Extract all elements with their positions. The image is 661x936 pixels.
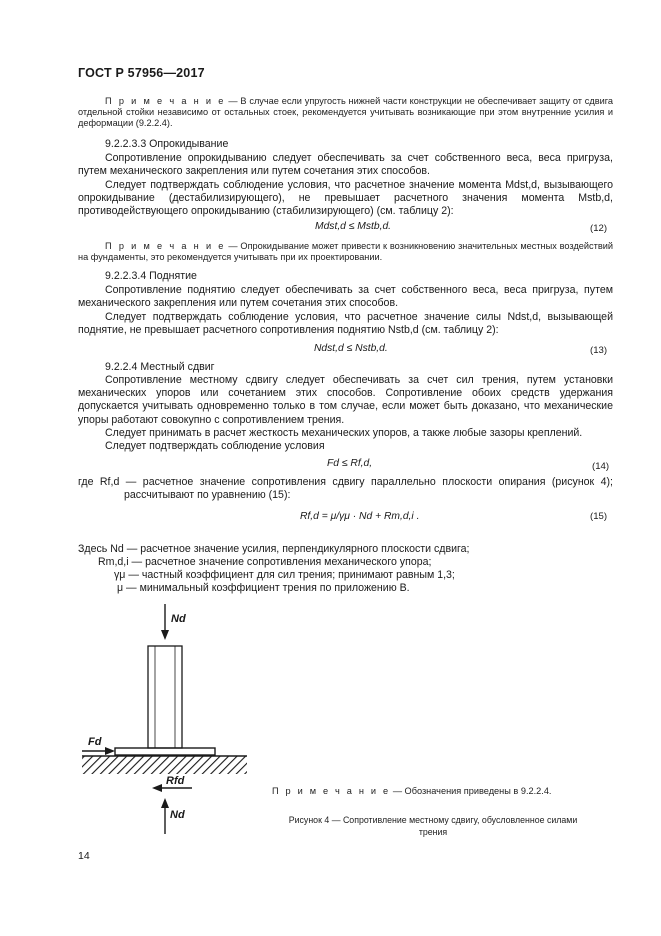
paragraph: Следует подтверждать соблюдение условия (105, 440, 325, 452)
equation-number: (13) (590, 345, 608, 356)
page-number: 14 (78, 850, 90, 862)
section-heading-local-shear: 9.2.2.4 Местный сдвиг (105, 361, 215, 373)
formula-14: Fd ≤ Rf,d, (327, 458, 373, 469)
figure-note (272, 786, 551, 797)
formula-12: Mdst,d ≤ Mstb,d. (315, 221, 392, 232)
definition-line: γμ — частный коэффициент для сил трения; принимают равным 1,3; (114, 569, 455, 581)
section-heading-uplift: 9.2.2.3.4 Поднятие (105, 270, 197, 282)
note-text: — Обозначения приведены в 9.2.2.4. (390, 786, 552, 796)
equation-number: (15) (590, 511, 608, 522)
note-label: П р и м е ч а н и е (105, 96, 226, 106)
section-heading-overturning: 9.2.2.3.3 Опрокидывание (105, 138, 229, 150)
note-label: П р и м е ч а н и е (105, 241, 226, 251)
document-header: ГОСТ Р 57956—2017 (78, 66, 205, 80)
equation-number: (14) (592, 461, 610, 472)
label-nd-bottom: Nd (170, 809, 185, 821)
label-rfd: Rfd (166, 775, 185, 787)
where-clause: где Rf,d — расчетное значение сопротивления сдвигу параллельно плоскости опирания (рисунок 4); рассчитывают по уравнению (15): (78, 476, 613, 502)
ground-hatching (82, 756, 247, 774)
note-text: — В случае если упругость нижней части конструкции не обеспечивает защиту от сдвига отдельной стойки независимо от остальных стоек, рекомендуется учитывать возникающие при этом внутренние усилия и деформации (9.2.2.4). (78, 96, 613, 128)
paragraph: Сопротивление местному сдвигу следует обеспечивать за счет сил трения, путем установки механических упоров или сочетанием этих способов. Сопротивление обоих средств удержания допускается учитывать одновременно только в том случае, если может быть доказано, что механические упоры работают совокупно с сопротивлением трения. (78, 374, 613, 426)
note-label: П р и м е ч а н и е (272, 786, 391, 796)
formula-15: Rf,d = μ/γμ · Nd + Rm,d,i . (300, 511, 420, 522)
column (148, 646, 182, 748)
paragraph: Сопротивление поднятию следует обеспечивать за счет собственного веса, веса пригруза, путем механического закрепления или путем сочетания этих способов. (78, 284, 613, 310)
figure-caption: Рисунок 4 — Сопротивление местному сдвигу, обусловленное силами трения (288, 815, 578, 837)
definition-line: Здесь Nd — расчетное значение усилия, перпендикулярного плоскости сдвига; (78, 543, 470, 555)
paragraph: Следует принимать в расчет жесткость механических упоров, а также любые зазоры креплений. (105, 427, 583, 439)
note-text: — Опрокидывание может привести к возникновению значительных местных воздействий на фундаменты, это рекомендуется учитывать при их проектировании. (78, 241, 613, 262)
force-arrow-nd-bottom (161, 798, 169, 834)
figure-local-shear-diagram (70, 600, 270, 840)
force-arrow-nd-top (161, 604, 169, 640)
note-overturning-elasticity (78, 96, 613, 129)
paragraph: Следует подтверждать соблюдение условия, что расчетное значение силы Ndst,d, вызывающей поднятие, не превышает расчетного сопротивления поднятию Nstb,d (см. таблицу 2): (78, 311, 613, 337)
equation-number: (12) (590, 223, 608, 234)
formula-13: Ndst,d ≤ Nstb,d. (314, 343, 388, 354)
label-fd: Fd (88, 736, 102, 748)
note-overturning-foundation (78, 241, 613, 263)
base-plate (115, 748, 215, 755)
definition-line: Rm,d,i — расчетное значение сопротивления механического упора; (98, 556, 432, 568)
force-arrow-fd (82, 747, 115, 755)
paragraph: Следует подтверждать соблюдение условия, что расчетное значение момента Mdst,d, вызывающего опрокидывание (дестабилизирующего), не превышает расчетного значения момента Mstb,d, противодействующего опрокидыванию (стабилизирующего) (см. таблицу 2): (78, 179, 613, 218)
definition-line: μ — минимальный коэффициент трения по приложению В. (117, 582, 410, 594)
label-nd-top: Nd (171, 613, 186, 625)
paragraph: Сопротивление опрокидыванию следует обеспечивать за счет собственного веса, веса пригруза, путем механического закрепления или путем сочетания этих способов. (78, 152, 613, 178)
